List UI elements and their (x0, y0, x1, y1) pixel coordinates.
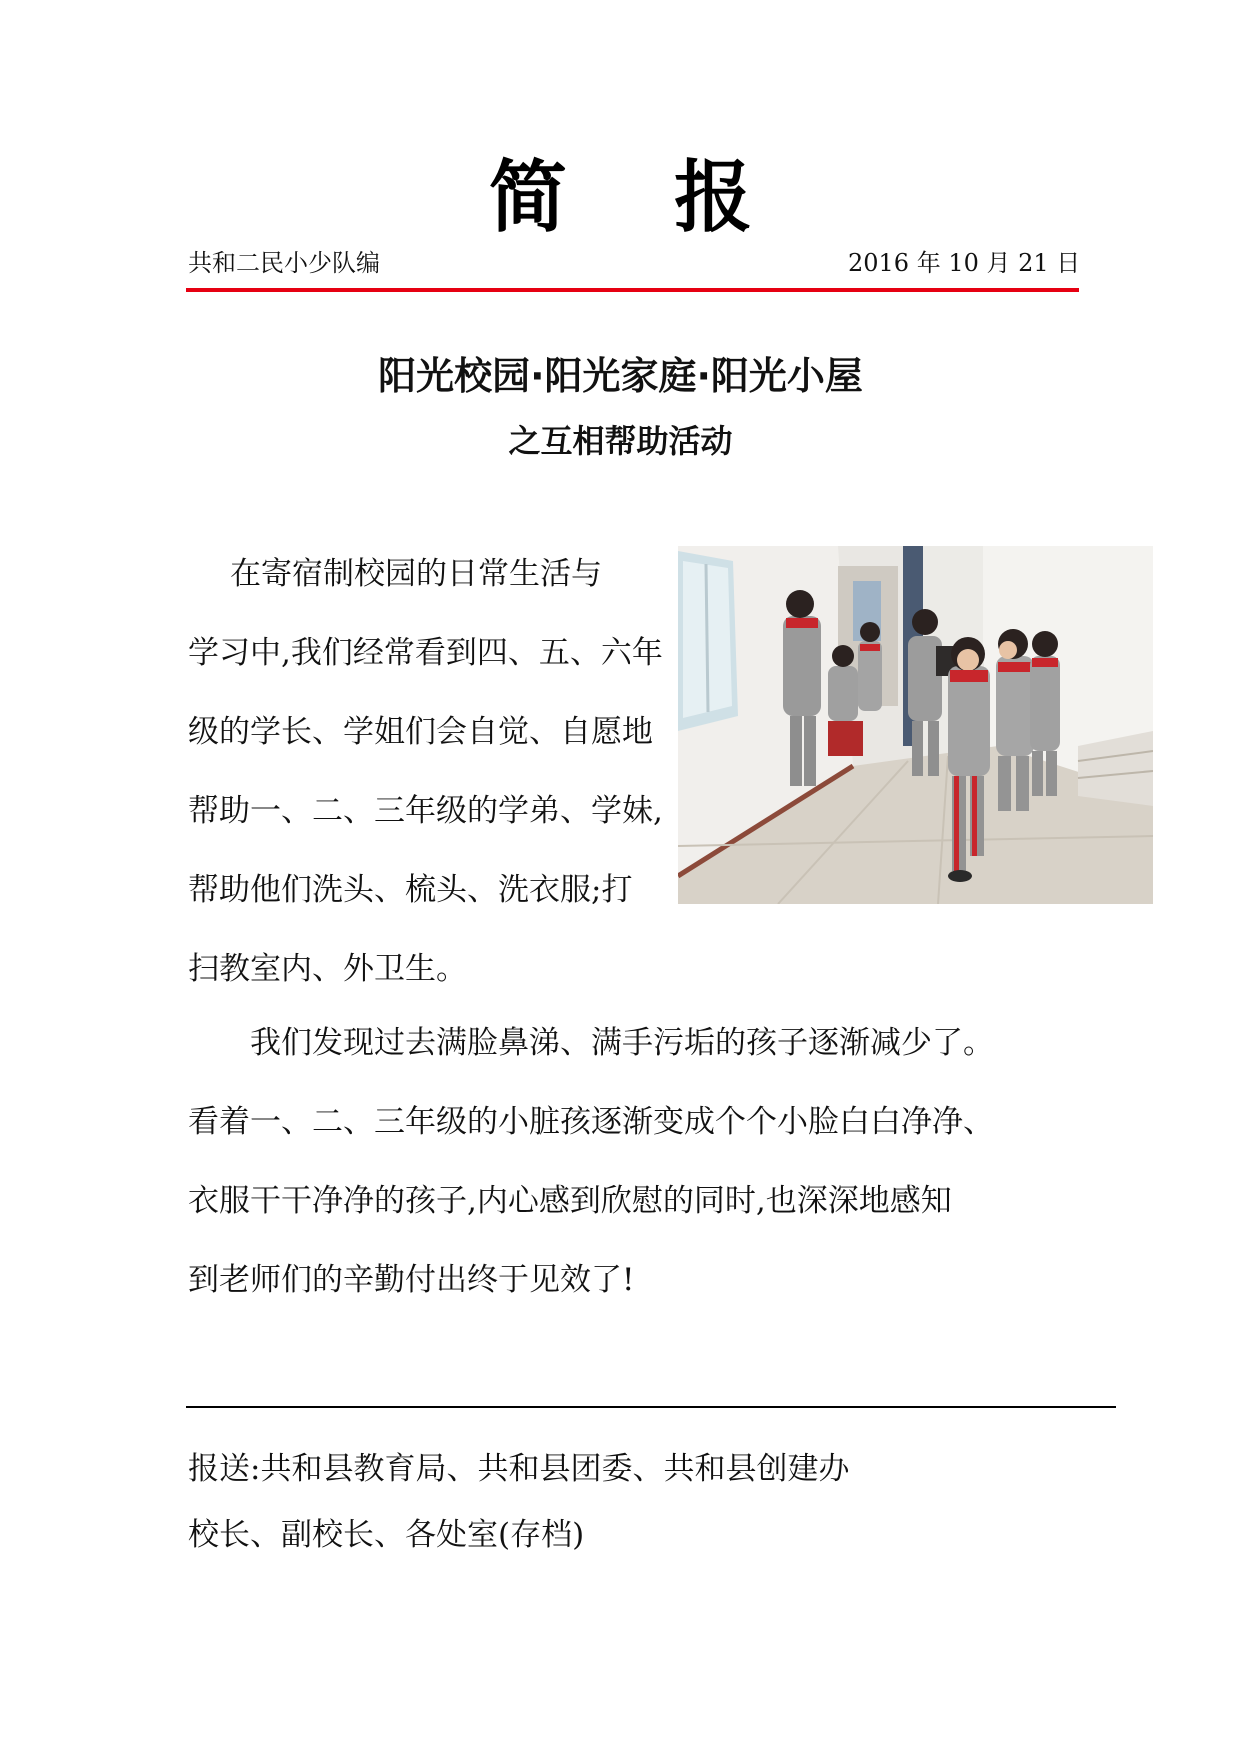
bulletin-title: 简 报 (488, 153, 793, 243)
distribution-list (188, 1436, 849, 1568)
header-divider (186, 288, 1079, 292)
paragraph-2-line: 看着一、二、三年级的小脏孩逐渐变成个个小脸白白净净、 (188, 1104, 994, 1140)
paragraph-1-line: 学习中,我们经常看到四、五、六年 (188, 635, 663, 671)
paragraph-1 (188, 535, 663, 1009)
paragraph-2-line: 我们发现过去满脸鼻涕、满手污垢的孩子逐渐减少了。 (250, 1025, 994, 1061)
photo-illustration (678, 546, 1153, 904)
paragraph-2-line: 到老师们的辛勤付出终于见效了! (188, 1262, 635, 1298)
distribution-line: 校长、副校长、各处室(存档) (188, 1517, 585, 1553)
publisher-label: 共和二民小少队编 (188, 249, 380, 277)
paragraph-1-line: 帮助一、二、三年级的学弟、学妹, (188, 793, 663, 829)
paragraph-1-line: 帮助他们洗头、梳头、洗衣服;打 (188, 872, 633, 908)
paragraph-1-line: 级的学长、学姐们会自觉、自愿地 (188, 714, 653, 750)
article-subheadline: 之互相帮助活动 (508, 422, 733, 460)
paragraph-1-line: 扫教室内、外卫生。 (188, 951, 467, 987)
paragraph-2 (188, 1004, 1068, 1320)
paragraph-2-line: 衣服干干净净的孩子,内心感到欣慰的同时,也深深地感知 (188, 1183, 952, 1219)
article-headline: 阳光校园·阳光家庭·阳光小屋 (378, 354, 863, 398)
issue-date: 2016 年 10 月 21 日 (848, 249, 1081, 277)
school-corridor-photo (678, 546, 1153, 904)
footer-divider (186, 1406, 1116, 1408)
distribution-line: 报送:共和县教育局、共和县团委、共和县创建办 (188, 1451, 850, 1487)
paragraph-1-line: 在寄宿制校园的日常生活与 (230, 556, 602, 592)
